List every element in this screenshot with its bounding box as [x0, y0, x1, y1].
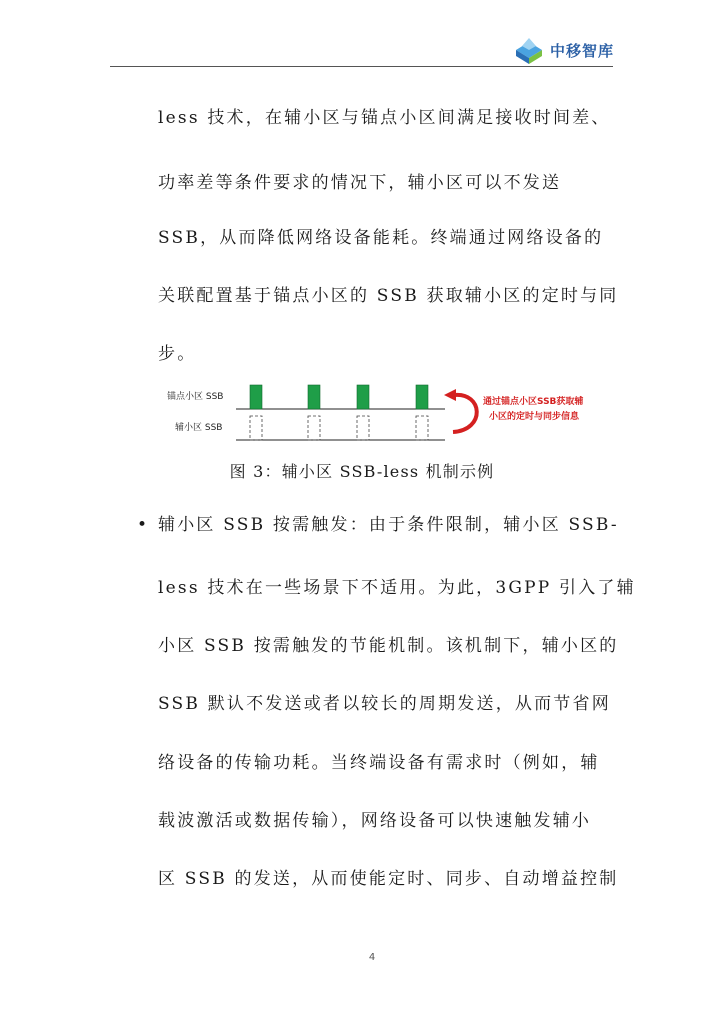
bullet-line: 络设备的传输功耗。当终端设备有需求时（例如，辅 [158, 753, 600, 773]
logo-icon [512, 36, 546, 66]
anchor-ssb-block [357, 385, 369, 409]
secondary-cell-label: 辅小区 SSB [175, 423, 223, 433]
bullet-line: 区 SSB 的发送，从而使能定时、同步、自动增益控制 [158, 869, 619, 889]
arrowhead-icon [444, 389, 456, 401]
page-number: 4 [368, 952, 376, 963]
bullet-line: less 技术在一些场景下不适用。为此，3GPP 引入了辅 [158, 578, 636, 598]
anchor-cell-label: 锚点小区 SSB [167, 392, 224, 402]
bullet-line: SSB 默认不发送或者以较长的周期发送，从而节省网 [158, 694, 611, 714]
paragraph-line: 步。 [158, 344, 197, 364]
secondary-ssb-slot [357, 416, 369, 440]
annotation-line-2: 小区的定时与同步信息 [489, 412, 580, 422]
paragraph-line: 功率差等条件要求的情况下，辅小区可以不发送 [158, 173, 562, 193]
header-logo [512, 36, 622, 66]
paragraph-line: less 技术，在辅小区与锚点小区间满足接收时间差、 [158, 108, 611, 128]
anchor-ssb-block [250, 385, 262, 409]
bullet-line: 小区 SSB 按需触发的节能机制。该机制下，辅小区的 [158, 636, 619, 656]
anchor-ssb-block [416, 385, 428, 409]
bullet-line: 载波激活或数据传输），网络设备可以快速触发辅小 [158, 811, 592, 831]
annotation-line-1: 通过锚点小区SSB获取辅 [483, 397, 584, 407]
secondary-ssb-slot [416, 416, 428, 440]
header-divider [110, 66, 613, 67]
anchor-ssb-block [308, 385, 320, 409]
figure-caption: 图 3：辅小区 SSB-less 机制示例 [229, 462, 495, 481]
secondary-ssb-slot [250, 416, 262, 440]
ssb-less-diagram [158, 380, 613, 442]
bullet-marker: • [137, 515, 148, 535]
curved-arrow-icon [453, 395, 477, 432]
paragraph-line: 关联配置基于锚点小区的 SSB 获取辅小区的定时与同 [158, 286, 619, 306]
secondary-ssb-slot [308, 416, 320, 440]
bullet-line: 辅小区 SSB 按需触发：由于条件限制，辅小区 SSB- [158, 515, 619, 535]
paragraph-line: SSB，从而降低网络设备能耗。终端通过网络设备的 [158, 228, 604, 248]
brand-name: 中移智库 [550, 42, 615, 60]
